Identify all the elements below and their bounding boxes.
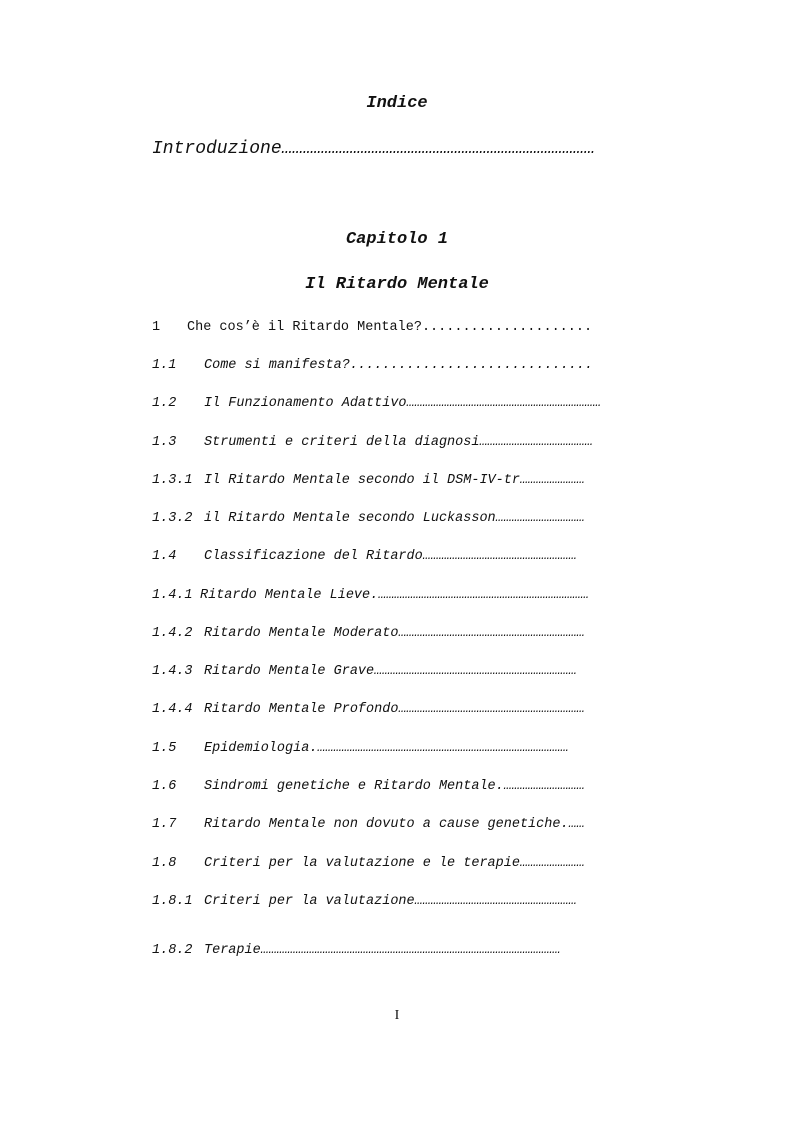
toc-entry-text: Ritardo Mentale Profondo (204, 702, 399, 717)
toc-entry-number: 1.2 (152, 396, 177, 411)
index-heading: Indice (366, 94, 428, 113)
toc-entry-leader: …………………… (519, 473, 585, 488)
toc-entry-number: 1.3 (152, 435, 177, 450)
toc-entry[interactable] (152, 664, 627, 682)
toc-entry-text: Ritardo Mentale Moderato (204, 626, 399, 641)
toc-entry-text: Epidemiologia. (204, 741, 318, 756)
toc-entry-number: 1.8.2 (152, 943, 193, 958)
toc-entry-number: 1.3.2 (152, 511, 193, 526)
page-number: I (394, 1008, 400, 1023)
toc-entry-number: 1.4.2 (152, 626, 193, 641)
toc-entry-number: 1.6 (152, 779, 177, 794)
toc-entry[interactable] (152, 817, 627, 835)
toc-entry[interactable] (152, 779, 627, 797)
toc-entry[interactable] (152, 943, 627, 961)
toc-entry-text: Ritardo Mentale Lieve. (200, 588, 379, 603)
toc-entry[interactable] (152, 435, 627, 453)
toc-entry-leader: …………………………………… (479, 435, 593, 450)
toc-entry-leader: .............................. (349, 358, 593, 373)
toc-entry-leader: …………………………………………………… (414, 894, 577, 909)
toc-entry-leader: …………………… (519, 856, 585, 871)
toc-entry[interactable] (152, 511, 627, 529)
toc-entry-text: Terapie (204, 943, 261, 958)
toc-entry-text: Classificazione del Ritardo (204, 549, 423, 564)
toc-entry-text: Sindromi genetiche e Ritardo Mentale. (204, 779, 504, 794)
toc-entry-text: Strumenti e criteri della diagnosi (204, 435, 480, 450)
toc-entry-leader: …………………………………………………………… (398, 626, 585, 641)
toc-introduction[interactable]: Introduzione…………………………………………………………………………… (152, 139, 595, 159)
toc-entry[interactable] (152, 702, 627, 720)
toc-entry-text: Criteri per la valutazione e le terapie (204, 856, 520, 871)
toc-entry-text: Che cos’è il Ritardo Mentale? (187, 320, 422, 335)
toc-entry-leader: ………………………………………………………………………………… (317, 741, 569, 756)
toc-entry[interactable] (152, 473, 627, 491)
toc-entry[interactable] (152, 396, 627, 414)
toc-entry-text: Il Funzionamento Adattivo (204, 396, 407, 411)
toc-entry[interactable] (152, 549, 627, 567)
toc-entry-text: Ritardo Mentale Grave (204, 664, 375, 679)
toc-entry-number: 1.5 (152, 741, 177, 756)
toc-entry-text: Come si manifesta? (204, 358, 350, 373)
toc-entry-text: Il Ritardo Mentale secondo il DSM-IV-tr (204, 473, 520, 488)
toc-entry[interactable] (152, 894, 627, 912)
chapter-title: Il Ritardo Mentale (305, 275, 489, 294)
toc-entry-text: Criteri per la valutazione (204, 894, 415, 909)
toc-entry-number: 1.4.1 (152, 588, 193, 603)
toc-entry-number: 1.8.1 (152, 894, 193, 909)
toc-entry-leader: ………………………………………………………………… (374, 664, 577, 679)
toc-entry-leader: ……………………………………………………………… (406, 396, 601, 411)
toc-entry[interactable] (152, 856, 627, 874)
toc-entry-number: 1.4 (152, 549, 177, 564)
toc-entry-number: 1.1 (152, 358, 177, 373)
toc-entry[interactable] (152, 588, 627, 606)
toc-entry[interactable] (152, 320, 627, 338)
toc-entry[interactable] (152, 741, 627, 759)
toc-entry-leader: ………………………… (503, 779, 585, 794)
toc-entry-number: 1.4.4 (152, 702, 193, 717)
toc-entry-leader: ..................... (421, 320, 593, 335)
toc-entry-leader: …………………………………………………………… (398, 702, 585, 717)
toc-entry-number: 1.4.3 (152, 664, 193, 679)
chapter-number: Capitolo 1 (345, 230, 449, 249)
toc-entry-number: 1 (152, 320, 161, 335)
toc-entry-number: 1.7 (152, 817, 177, 832)
toc-entry[interactable] (152, 358, 627, 376)
toc-entry-number: 1.8 (152, 856, 177, 871)
toc-entry-leader: ………………………………………………………………………………………………… (260, 943, 561, 958)
toc-entry-text: Ritardo Mentale non dovuto a cause genetiche. (204, 817, 569, 832)
toc-entry-text: il Ritardo Mentale secondo Luckasson (204, 511, 496, 526)
toc-entry-leader: …… (568, 817, 585, 832)
toc-entry-leader: …………………………… (495, 511, 585, 526)
toc-entry[interactable] (152, 626, 627, 644)
toc-entry-leader: ………………………………………………… (422, 549, 577, 564)
toc-entry-leader: …………………………………………………………………… (378, 588, 589, 603)
toc-entry-number: 1.3.1 (152, 473, 193, 488)
